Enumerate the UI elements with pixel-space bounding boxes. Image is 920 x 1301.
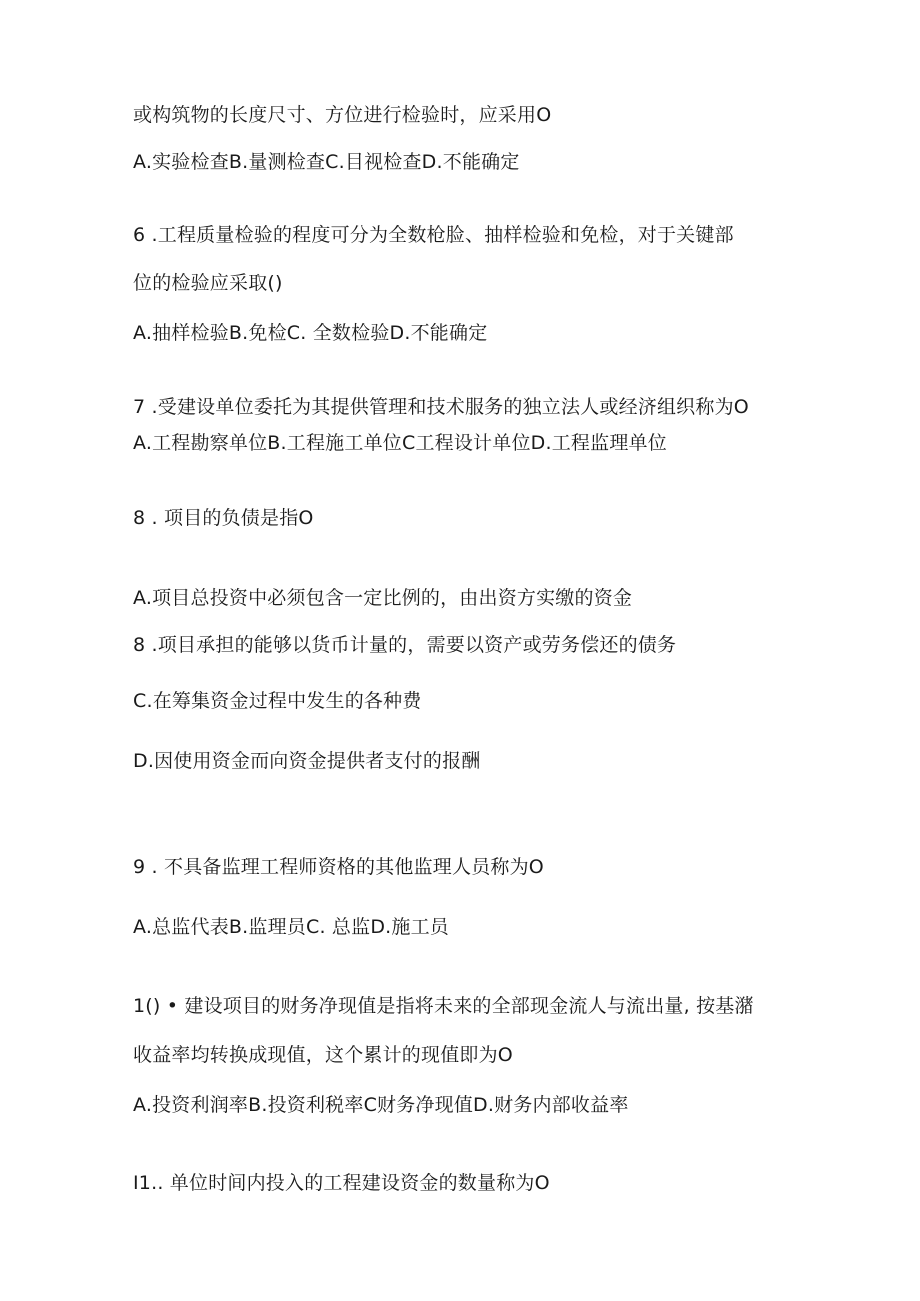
text-line-q11-stem: I1.. 单位时间内投入的工程建设资金的数量称为O	[133, 1172, 550, 1194]
text-line-q6-stem: 6 .工程质量检验的程度可分为全数枪脸、抽样检验和免检，对于关键部	[133, 224, 734, 246]
text-line-q5-stem-end: 或构筑物的长度尺寸、方位进行检验时，应采用O	[133, 104, 552, 126]
text-line-q6-stem-end: 位的检验应采取()	[133, 272, 283, 294]
text-line-q8-option-b: 8 .项目承担的能够以货币计量的，需要以资产或劳务偿还的债务	[133, 634, 677, 656]
text-line-q8-stem: 8 . 项目的负债是指O	[133, 507, 314, 529]
text-line-q10-options: A.投资利润率B.投资利税率C财务净现值D.财务内部收益率	[133, 1094, 629, 1116]
text-line-q8-option-c: C.在筹集资金过程中发生的各种费	[133, 690, 422, 712]
text-line-q8-option-d: D.因使用资金而向资金提供者支付的报酬	[133, 750, 481, 772]
text-line-q7-options: A.工程勘察单位B.工程施工单位C工程设计单位D.工程监理单位	[133, 432, 667, 454]
text-line-q6-options: A.抽样检验B.免检C. 全数检验D.不能确定	[133, 322, 488, 344]
text-line-q7-stem: 7 .受建设单位委托为其提供管理和技术服务的独立法人或经济组织称为O	[133, 396, 749, 418]
text-line-q10-stem-end: 收益率均转换成现值，这个累计的现值即为O	[133, 1044, 513, 1066]
text-line-q5-options: A.实验检查B.量测检查C.目视检查D.不能确定	[133, 151, 520, 173]
text-line-q9-options: A.总监代表B.监理员C. 总监D.施工员	[133, 916, 449, 938]
text-line-q8-option-a: A.项目总投资中必须包含一定比例的，由出资方实缴的资金	[133, 587, 633, 609]
text-line-q9-stem: 9 . 不具备监理工程师资格的其他监理人员称为O	[133, 856, 544, 878]
text-line-q10-stem: 1() • 建设项目的财务净现值是指将未来的全部现金流人与流出量, 按基潴	[133, 995, 754, 1017]
